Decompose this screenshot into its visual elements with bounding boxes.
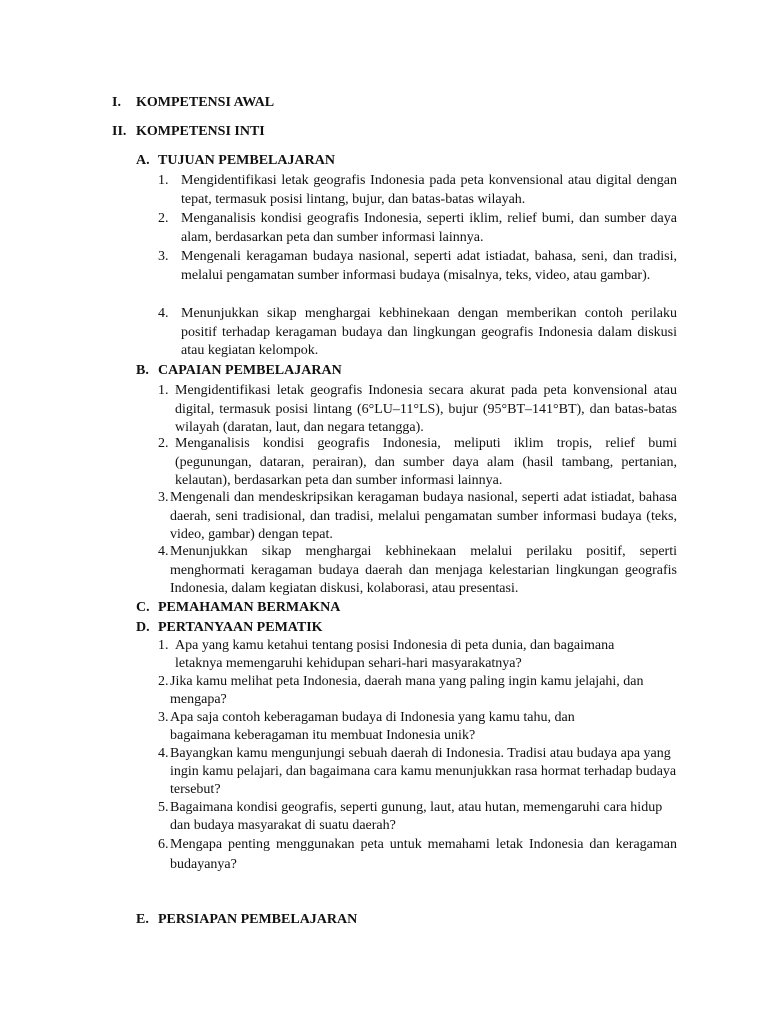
subsection-number: B. xyxy=(136,363,149,378)
list-text: Menunjukkan sikap menghargai kebhinekaan dengan memberikan contoh perilaku positif terhadap keragaman budaya dan lingkungan geografis Indonesia dalam diskusi atau kegiatan kelompok. xyxy=(181,306,677,358)
subsection-number: E. xyxy=(136,912,149,927)
list-text: Menunjukkan sikap menghargai kebhinekaan melalui perilaku positif, seperti menghormati keragaman budaya daerah dan menjaga kelestarian lingkungan geografis Indonesia, dalam kegiatan diskusi, kolaborasi, atau presentasi. xyxy=(170,544,677,596)
list-item xyxy=(158,637,658,673)
subsection-title: TUJUAN PEMBELAJARAN xyxy=(158,153,335,168)
list-number: 3. xyxy=(158,710,169,725)
list-number: 2. xyxy=(158,436,169,451)
list-text: Menganalisis kondisi geografis Indonesia, meliputi iklim tropis, relief bumi (pegunungan, dataran, perairan), dan sumber daya alam (hasil tambang, pertanian, kelautan), berdasarkan peta dan sumber informasi lainnya. xyxy=(175,436,677,488)
list-number: 5. xyxy=(158,800,169,815)
section-number: I. xyxy=(112,95,121,110)
list-text: Bagaimana kondisi geografis, seperti gunung, laut, atau hutan, memengaruhi cara hidup dan budaya masyarakat di suatu daerah? xyxy=(170,800,663,833)
list-text: Bayangkan kamu mengunjungi sebuah daerah di Indonesia. Tradisi atau budaya apa yang ingin kamu pelajari, dan bagaimana cara kamu menunjukkan rasa hormat terhadap budaya tersebut? xyxy=(170,746,677,797)
list-text: Apa yang kamu ketahui tentang posisi Indonesia di peta dunia, dan bagaimana letaknya memengaruhi kehidupan sehari-hari masyarakatnya? xyxy=(175,638,615,671)
list-number: 1. xyxy=(158,638,169,653)
list-number: 1. xyxy=(158,383,169,398)
list-item xyxy=(158,835,677,875)
list-item xyxy=(158,305,677,361)
list-item xyxy=(158,543,677,599)
list-text: Menganalisis kondisi geografis Indonesia, seperti iklim, relief bumi, dan sumber daya alam, berdasarkan peta dan sumber informasi lainnya. xyxy=(181,211,677,245)
list-text: Mengidentifikasi letak geografis Indonesia secara akurat pada peta konvensional atau digital, termasuk posisi lintang (6°LU–11°LS), bujur (95°BT–141°BT), dan batas-batas wilayah (daratan, laut, dan negara tetangga). xyxy=(175,383,677,435)
list-item xyxy=(158,673,658,709)
list-text: Jika kamu melihat peta Indonesia, daerah mana yang paling ingin kamu jelajahi, dan mengapa? xyxy=(170,674,644,707)
list-number: 3. xyxy=(158,249,169,264)
list-number: 2. xyxy=(158,674,169,689)
list-text: Mengapa penting menggunakan peta untuk memahami letak Indonesia dan keragaman budayanya? xyxy=(170,837,677,872)
subsection-number: A. xyxy=(136,153,150,168)
subsection-title: CAPAIAN PEMBELAJARAN xyxy=(158,363,342,378)
list-text: Apa saja contoh keberagaman budaya di Indonesia yang kamu tahu, dan bagaimana keberagaman itu membuat Indonesia unik? xyxy=(170,710,575,743)
subsection-heading-tujuan xyxy=(136,152,335,170)
list-number: 2. xyxy=(158,211,169,226)
subsection-heading-pematik xyxy=(136,619,323,637)
list-item xyxy=(158,745,677,799)
list-item xyxy=(158,210,677,247)
list-text: Mengenali dan mendeskripsikan keragaman budaya nasional, seperti adat istiadat, bahasa daerah, seni tradisional, dan tradisi, melalui pengamatan sumber informasi budaya (teks, video, gambar) dengan tepat. xyxy=(170,490,677,542)
list-item xyxy=(158,382,677,438)
list-number: 4. xyxy=(158,544,169,559)
list-number: 4. xyxy=(158,306,169,321)
section-heading-kompetensi-inti xyxy=(112,123,265,141)
list-item xyxy=(158,709,618,745)
list-item xyxy=(158,799,668,835)
list-text: Mengenali keragaman budaya nasional, seperti adat istiadat, bahasa, seni, dan tradisi, melalui pengamatan sumber informasi budaya (misalnya, teks, video, atau gambar). xyxy=(181,249,677,283)
list-number: 3. xyxy=(158,490,169,505)
list-item xyxy=(158,248,677,285)
list-number: 6. xyxy=(158,837,169,852)
subsection-title: PERTANYAAN PEMATIK xyxy=(158,620,323,635)
list-item xyxy=(158,435,677,491)
subsection-heading-capaian xyxy=(136,362,342,380)
subsection-title: PEMAHAMAN BERMAKNA xyxy=(158,600,341,615)
subsection-heading-pemahaman xyxy=(136,599,340,617)
subsection-number: C. xyxy=(136,600,150,615)
list-text: Mengidentifikasi letak geografis Indonesia pada peta konvensional atau digital dengan tepat, termasuk posisi lintang, bujur, dan batas-batas wilayah. xyxy=(181,173,677,207)
list-number: 1. xyxy=(158,173,169,188)
section-heading-kompetensi-awal xyxy=(112,94,274,112)
section-number: II. xyxy=(112,124,127,139)
subsection-title: PERSIAPAN PEMBELAJARAN xyxy=(158,912,358,927)
list-number: 4. xyxy=(158,746,169,761)
section-title: KOMPETENSI INTI xyxy=(136,124,265,139)
subsection-heading-persiapan xyxy=(136,911,357,929)
section-title: KOMPETENSI AWAL xyxy=(136,95,275,110)
list-item xyxy=(158,172,677,209)
list-item xyxy=(158,489,677,545)
subsection-number: D. xyxy=(136,620,150,635)
